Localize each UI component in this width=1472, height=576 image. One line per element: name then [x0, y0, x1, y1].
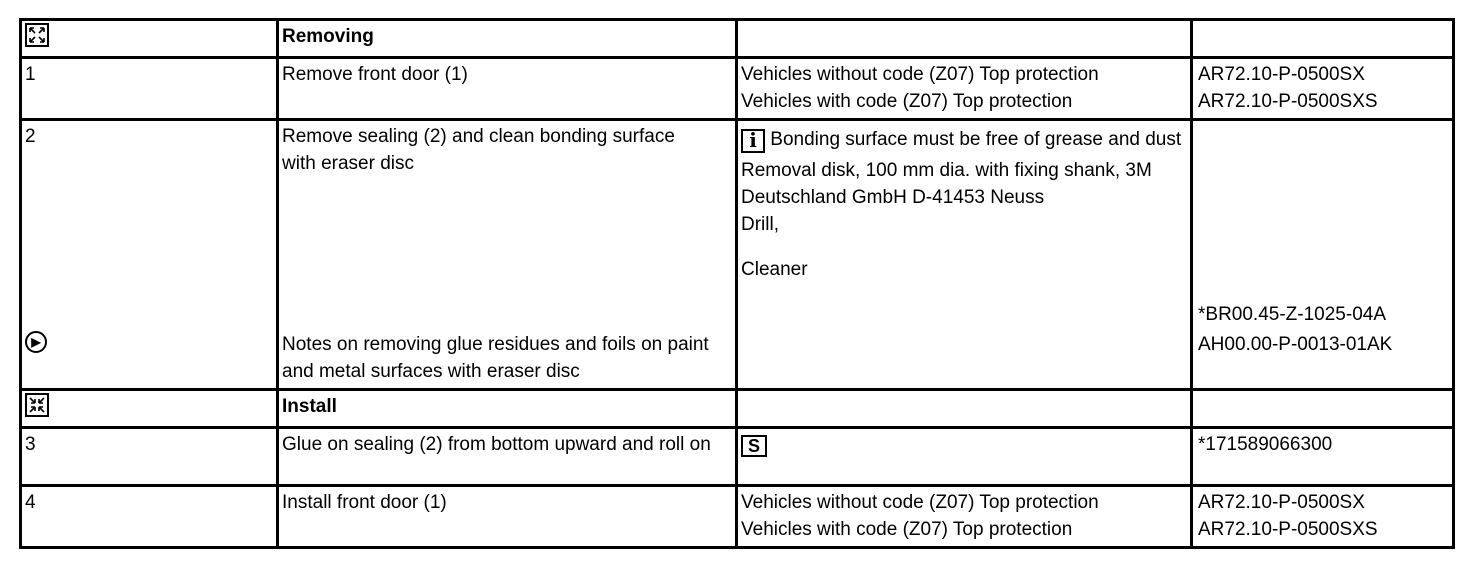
- step-action: Install front door (1): [278, 486, 737, 548]
- reference-link[interactable]: AH00.00-P-0013-01AK: [1198, 334, 1393, 355]
- reference-link[interactable]: AR72.10-P-0500SXS: [1198, 519, 1378, 540]
- tool-note-drill: Drill,: [741, 214, 779, 235]
- reference-link[interactable]: AR72.10-P-0500SX: [1198, 64, 1365, 85]
- step-action: Remove sealing (2) and clean bonding surface with eraser disc: [282, 126, 675, 174]
- condition-note: Vehicles with code (Z07) Top protection: [741, 91, 1073, 112]
- info-icon: i: [741, 129, 765, 153]
- table-row: [21, 428, 1454, 486]
- info-note: Bonding surface must be free of grease and dust: [770, 129, 1182, 150]
- condition-note: Vehicles without code (Z07) Top protection: [741, 64, 1099, 85]
- cleaner-ref[interactable]: *BR00.45-Z-1025-04A: [1198, 304, 1386, 325]
- reference-arrow-icon[interactable]: ▶: [25, 331, 47, 353]
- expand-arrows-icon: [25, 23, 49, 47]
- reference-note-link[interactable]: Notes on removing glue residues and foils on paint and metal surfaces with eraser disc: [282, 334, 709, 382]
- condition-note: Vehicles with code (Z07) Top protection: [741, 519, 1073, 540]
- table-row: [21, 120, 1454, 390]
- step-number: 2: [25, 126, 36, 147]
- section-title: Install: [278, 390, 737, 428]
- step-number: 3: [21, 428, 278, 486]
- step-action: Remove front door (1): [278, 58, 737, 120]
- section-row-install: [21, 390, 1454, 428]
- section-title: Removing: [278, 20, 737, 58]
- collapse-arrows-icon: [25, 393, 49, 417]
- step-number: 4: [21, 486, 278, 548]
- reference-link[interactable]: AR72.10-P-0500SXS: [1198, 91, 1378, 112]
- step-action: Glue on sealing (2) from bottom upward and roll on: [278, 428, 737, 486]
- section-row-removing: [21, 20, 1454, 58]
- table-row: [21, 58, 1454, 120]
- condition-note: Vehicles without code (Z07) Top protection: [741, 492, 1099, 513]
- cleaner-label: Cleaner: [741, 259, 808, 280]
- reference-link[interactable]: *171589066300: [1192, 428, 1454, 486]
- step-number: 1: [21, 58, 278, 120]
- procedure-table: [19, 18, 1455, 549]
- table-row: [21, 486, 1454, 548]
- special-tool-icon[interactable]: S: [741, 435, 767, 457]
- reference-link[interactable]: AR72.10-P-0500SX: [1198, 492, 1365, 513]
- tool-note: Removal disk, 100 mm dia. with fixing shank, 3M Deutschland GmbH D-41453 Neuss: [741, 160, 1152, 208]
